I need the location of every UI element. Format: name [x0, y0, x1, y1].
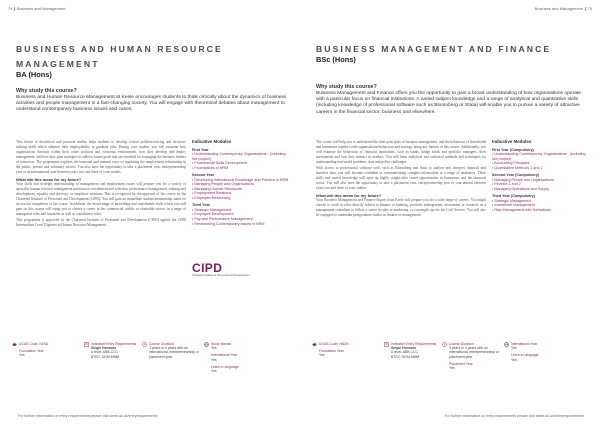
fact-value: 3 years or 4 years with an international, entrepreneurship or placement year [149, 346, 199, 359]
footer-note: For further information on entry requirements please visit keele.ac.uk/entryrequirements [444, 414, 584, 418]
module-item: • Risk Management with Derivatives [492, 207, 551, 212]
body-paragraph: With access to professional software tools such as Bloomberg and Stata to analyse and interpret financial and business data, you will become confident in communicating complex information to a range of audiences. These skills and varied knowledge will open up highly sought-after career opportunities in businesses and the financial sector. You will also have the opportunity to take a placement year, entrepreneurship year or year abroad between years two and three of your studies. [316, 166, 486, 191]
running-head-section: Business and Management [534, 6, 584, 11]
modules-heading: Indicative Modules [192, 139, 232, 144]
fact-value: Single Honours [91, 346, 117, 351]
approval-paragraph: This programme is approved by the Chartered Institute of Personnel and Development (CIPD) against the CIPD Intermediate Level Diploma in Human Resource Management. [16, 217, 186, 227]
fact-sub-label: Foundation Year [19, 349, 44, 354]
page-title: BUSINESS AND HUMAN RESOURCE MANAGEMENT [16, 44, 223, 69]
fact-sub-label: International Year [211, 353, 238, 358]
module-item: • Understanding Contemporary Organisations - (including live project) [192, 152, 286, 161]
module-item: • Managing People and Organisations [192, 182, 254, 187]
fact-label: Course Duration [149, 342, 174, 346]
module-item: • Finance 1 and 2 [492, 182, 521, 187]
degree-label: BA (Hons) [16, 70, 52, 79]
module-item: • Managing Operations and Supply [492, 186, 550, 191]
footer-note: For further information on entry requirements please visit keele.ac.uk/entryrequirements [18, 414, 158, 418]
fact-value: A level: ABB-CCC [391, 350, 418, 355]
fact-sub-label: Placement Year [449, 361, 473, 366]
year-heading: Third Year (Compulsory) [492, 193, 535, 198]
fact-label: International Year [511, 342, 538, 346]
module-item: • Foundations of HRM [192, 165, 229, 170]
why-study-heading: Why study this course? [16, 88, 77, 94]
body-column [16, 140, 186, 229]
document-icon [384, 342, 389, 347]
module-item: • Quantitative Methods 1 and 2 [492, 165, 543, 170]
running-head [535, 6, 592, 11]
year-heading: Second Year [192, 173, 215, 178]
body-paragraph: The course will help you to understand the finer principles of business management, and the behaviour of households and businesses together with organisational behaviour and strategy, being key themes of this course. Additionally, you will examine the behaviour of financial institutions, such as banks, hedge funds and portfolio managers, their investments and how they interact in markets. You will learn analytical and statistical methods and techniques for understanding real-world problems, data and policy challenges. [316, 140, 486, 164]
fact-value: BTEC: DDM-MMM [391, 354, 420, 359]
future-heading: What will this mean for my future? [316, 192, 382, 198]
fact-value: Yes [511, 346, 517, 351]
future-paragraph: Your Business Management and Finance degree from Keele will prepare you for a wide range of careers. You might choose to work in roles directly related to finance or banking, portfolio management, investment or research, as a management consultant or follow a career in sales or marketing, or you might opt for the Civil Service. You will also be equipped to undertake postgraduate studies in finance or management. [316, 197, 486, 217]
module-item: • Understanding Contemporary Organisations - (including live project) [492, 152, 586, 161]
modules-list [192, 140, 292, 226]
year-heading: Third Year [192, 203, 210, 208]
fact-value: BTEC: DDM-MMM [91, 354, 120, 359]
fact-value: Yes [211, 346, 217, 351]
modules-list [492, 140, 592, 212]
year-heading: Second Year (Compulsory) [492, 173, 540, 178]
fact-label: Study abroad [211, 342, 232, 346]
fact-sub-value: Yes [211, 357, 217, 362]
document-icon [84, 342, 89, 347]
mortarboard-icon [12, 342, 17, 347]
fact-label: Course Duration [449, 342, 474, 346]
intro-text: Business and Human Resource Management at Keele encourages students to think critically about the dynamics of business activities and people management in a fast-changing society. You will engage with theoretical debates about management to understand contemporary business issues and cases. [16, 95, 287, 113]
intro-text: Business Management and Finance offers you the opportunity to gain a broad understanding of how organisations operate with a particular focus on financial institutions. A varied subject knowledge and a range of analytical and quantitative skills (including knowledge of professional software such as Bloomberg or Stata) will enable you to pursue a variety of attractive careers in the financial sector, business and elsewhere. [316, 91, 581, 115]
year-heading: First Year [192, 147, 209, 152]
future-paragraph: Your skills and in-depth understanding of management and employment issues will prepare you for a variety of specialist human resource management positions in recruitment and selection, performance management, training and development, equality and diversity, or employee relations. This is recognised by the approval of the course by the Chartered Institute of Personnel and Development (CIPD). You will gain an immediate student membership status on successful completion of the course. In addition, the broad range of knowledge and transferable skills which you will gain on this course will equip you to choose a career in the commercial, public or charitable sectors in a range of managerial roles and functions as well as consultancy roles. [16, 181, 186, 216]
module-item: • Managing People and Organisations [492, 177, 554, 182]
page-title: BUSINESS MANAGEMENT AND FINANCE [316, 44, 552, 54]
degree-label: BSc (Hons) [316, 55, 356, 64]
module-item: • Employment Relations [192, 191, 232, 196]
body-paragraph: This fusion of theoretical and practical studies helps students to develop critical problem-solving and decision-making skills which enhance their employability in graduate jobs. During your studies, you will examine how organisations function within their wider political and economic environment, how they develop and deploy management, and how they plan strategies to address future goals that are essential for managing the business leaders of tomorrow. The programme explores the tensional and internal ways of regulating the employment relationship in the public, private and voluntary sectors. You also have the opportunity to take a placement year, entrepreneurship year or an international year between years two and three of your studies. [16, 140, 186, 174]
globe-icon [204, 342, 209, 347]
course-facts [12, 342, 294, 380]
module-item: • Professional Skills Development [192, 161, 248, 166]
year-heading: First Year (Compulsory) [492, 147, 534, 152]
fact-sub-value: Yes [319, 353, 325, 358]
module-item: • Managing Human Resources [192, 186, 243, 191]
fact-sub-label: Foundation Year [319, 349, 344, 354]
right-page [300, 0, 600, 428]
future-heading: What will this mean for my future? [16, 176, 82, 182]
module-item: • Strategic Management [192, 207, 232, 212]
globe-icon [504, 342, 509, 347]
fact-sub-value: Yes [211, 369, 217, 374]
fact-value: Single Honours [391, 346, 417, 351]
fact-sub-label: Learn a Language [511, 353, 539, 358]
mortarboard-icon [312, 342, 317, 347]
fact-label: UCAS Code: NN3N [319, 342, 349, 346]
cipd-logo-subtitle: Chartered Institute of Personnel and Development [192, 274, 250, 277]
page-number: 75 [587, 6, 592, 11]
fact-value: 3 years or 4 years with an international, entrepreneurship or placement year [449, 346, 499, 359]
page-number: 74 [8, 6, 13, 11]
running-head [8, 6, 65, 11]
body-column [316, 140, 486, 219]
fact-sub-value: Yes [19, 353, 25, 358]
why-study-heading: Why study this course? [316, 84, 377, 90]
fact-sub-value: Yes [511, 357, 517, 362]
course-facts [312, 342, 594, 380]
fact-sub-label: Learn a Language [211, 364, 239, 369]
running-head-section: Business and Management [16, 6, 66, 11]
module-item: • Employee Development [192, 212, 234, 217]
module-item: • Pay and Performance Management [192, 216, 253, 221]
module-item: • Investment Management [492, 203, 535, 208]
fact-label: UCAS Code: N1N6 [19, 342, 49, 346]
module-item: • Strategic Management [492, 198, 532, 203]
module-item: • Accounting Principles [492, 161, 530, 166]
fact-sub-value: Yes [449, 366, 455, 371]
fact-label: Indicative Entry Requirements [391, 342, 437, 346]
fact-value: A level: ABB-CCC [91, 350, 118, 355]
fact-label: Indicative Entry Requirements [91, 342, 137, 346]
clock-icon [442, 342, 447, 347]
cipd-logo [192, 262, 250, 277]
module-item: • Employee Resourcing [192, 196, 231, 201]
modules-heading: Indicative Modules [492, 139, 532, 144]
cipd-logo-text: CIPD [192, 261, 223, 275]
module-item: • Researching Contemporary Issues in HRM [192, 221, 265, 226]
clock-icon [142, 342, 147, 347]
module-item: • Developing International Knowledge and Practice in HRM [192, 177, 289, 182]
